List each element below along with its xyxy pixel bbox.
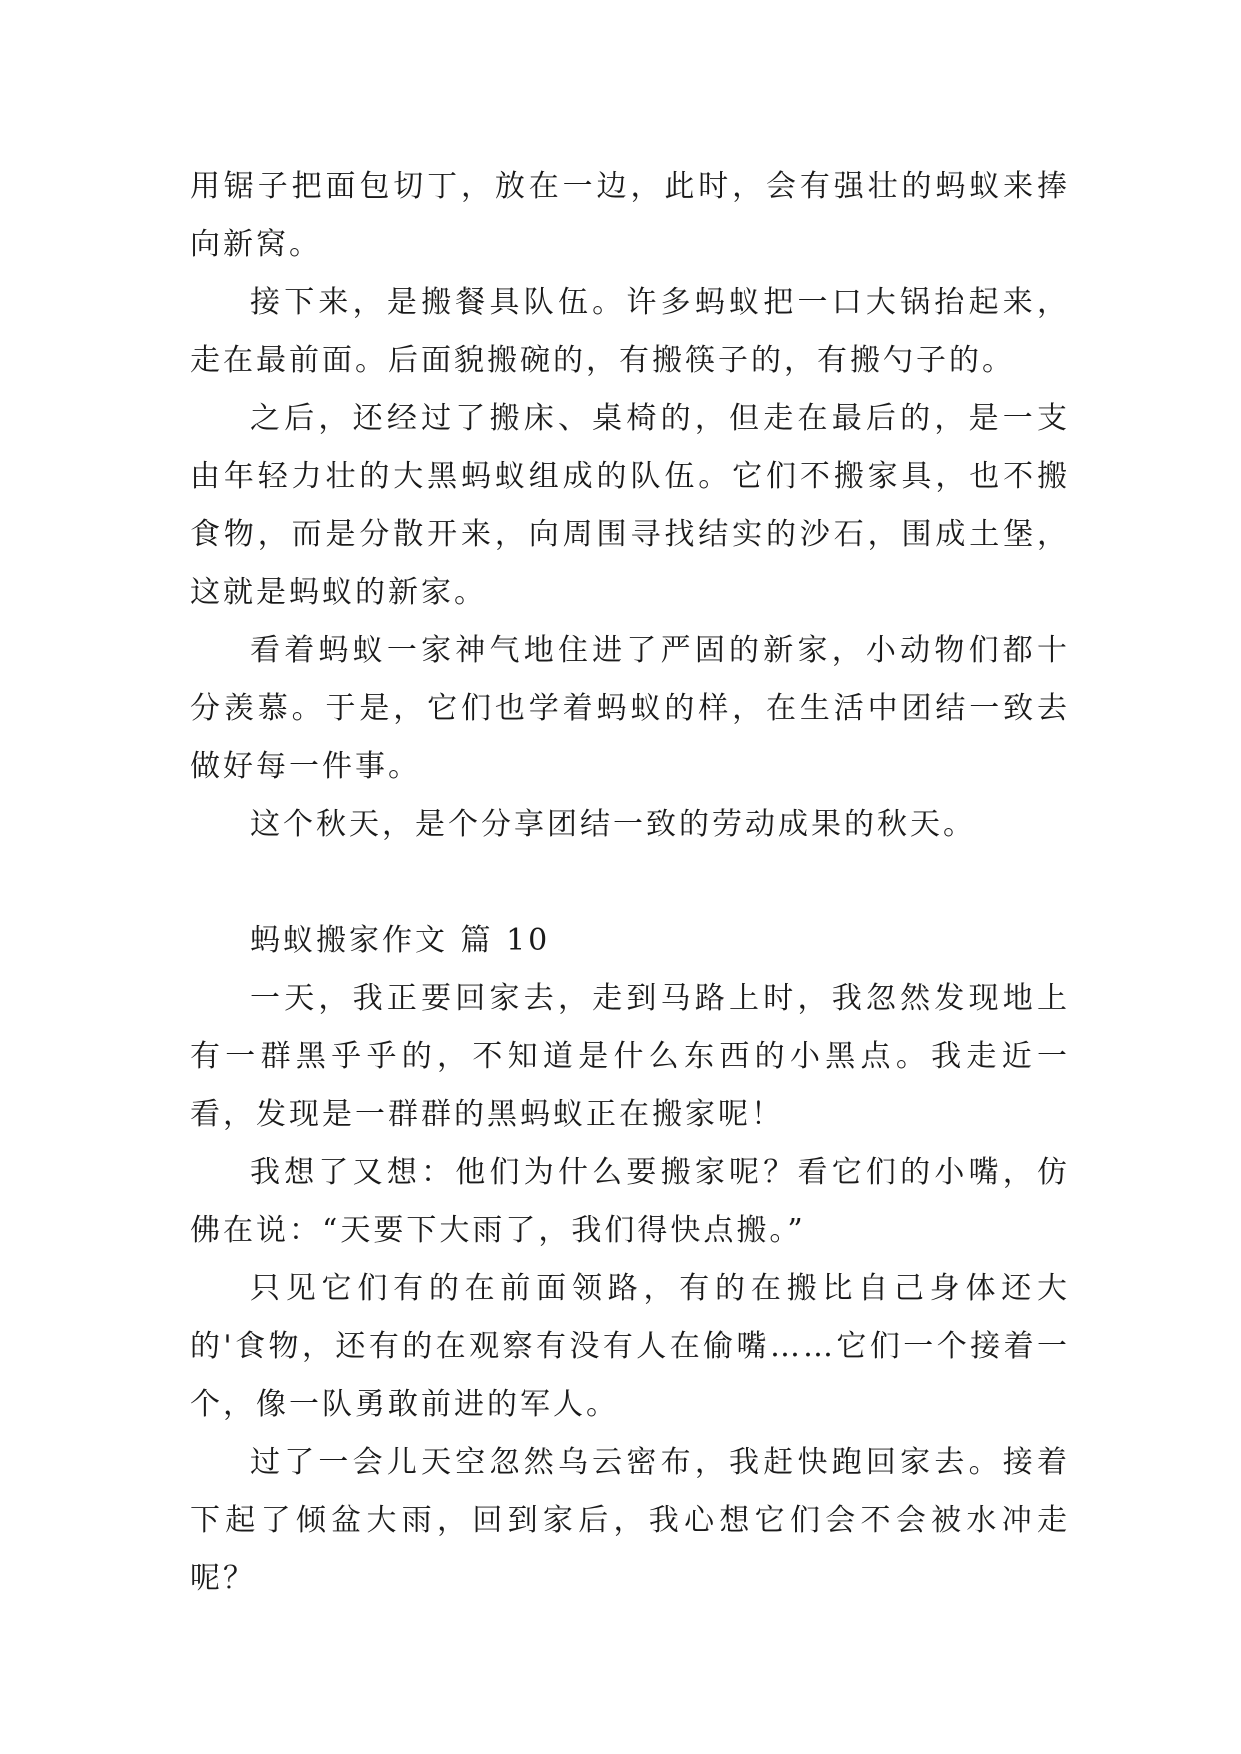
paragraph: 接下来，是搬餐具队伍。许多蚂蚁把一口大锅抬起来，走在最前面。后面貌搬碗的，有搬筷子的，有搬勺子的。: [190, 285, 1070, 378]
paragraph: 过了一会儿天空忽然乌云密布，我赶快跑回家去。接着下起了倾盆大雨，回到家后，我心想它们会不会被水冲走呢？: [190, 1445, 1070, 1596]
paragraph: 我想了又想：他们为什么要搬家呢？看它们的小嘴，仿佛在说：“天要下大雨了，我们得快点搬。”: [190, 1155, 1070, 1248]
section-heading: 蚂蚁搬家作文 篇 10: [250, 923, 551, 958]
paragraph: 一天，我正要回家去，走到马路上时，我忽然发现地上有一群黑乎乎的，不知道是什么东西的小黑点。我走近一看，发现是一群群的黑蚂蚁正在搬家呢！: [190, 981, 1070, 1132]
paragraph: 之后，还经过了搬床、桌椅的，但走在最后的，是一支由年轻力壮的大黑蚂蚁组成的队伍。它们不搬家具，也不搬食物，而是分散开来，向周围寻找结实的沙石，围成土堡，这就是蚂蚁的新家。: [190, 401, 1070, 610]
document-body: [190, 158, 1070, 1608]
paragraph: 只见它们有的在前面领路，有的在搬比自己身体还大的'食物，还有的在观察有没有人在偷嘴……它们一个接着一个，像一队勇敢前进的军人。: [190, 1271, 1070, 1422]
paragraph: 看着蚂蚁一家神气地住进了严固的新家，小动物们都十分羡慕。于是，它们也学着蚂蚁的样，在生活中团结一致去做好每一件事。: [190, 633, 1070, 784]
blank-line: [190, 854, 1070, 912]
paragraph: 这个秋天，是个分享团结一致的劳动成果的秋天。: [250, 807, 976, 842]
paragraph: 用锯子把面包切丁，放在一边，此时，会有强壮的蚂蚁来捧向新窝。: [190, 169, 1070, 262]
